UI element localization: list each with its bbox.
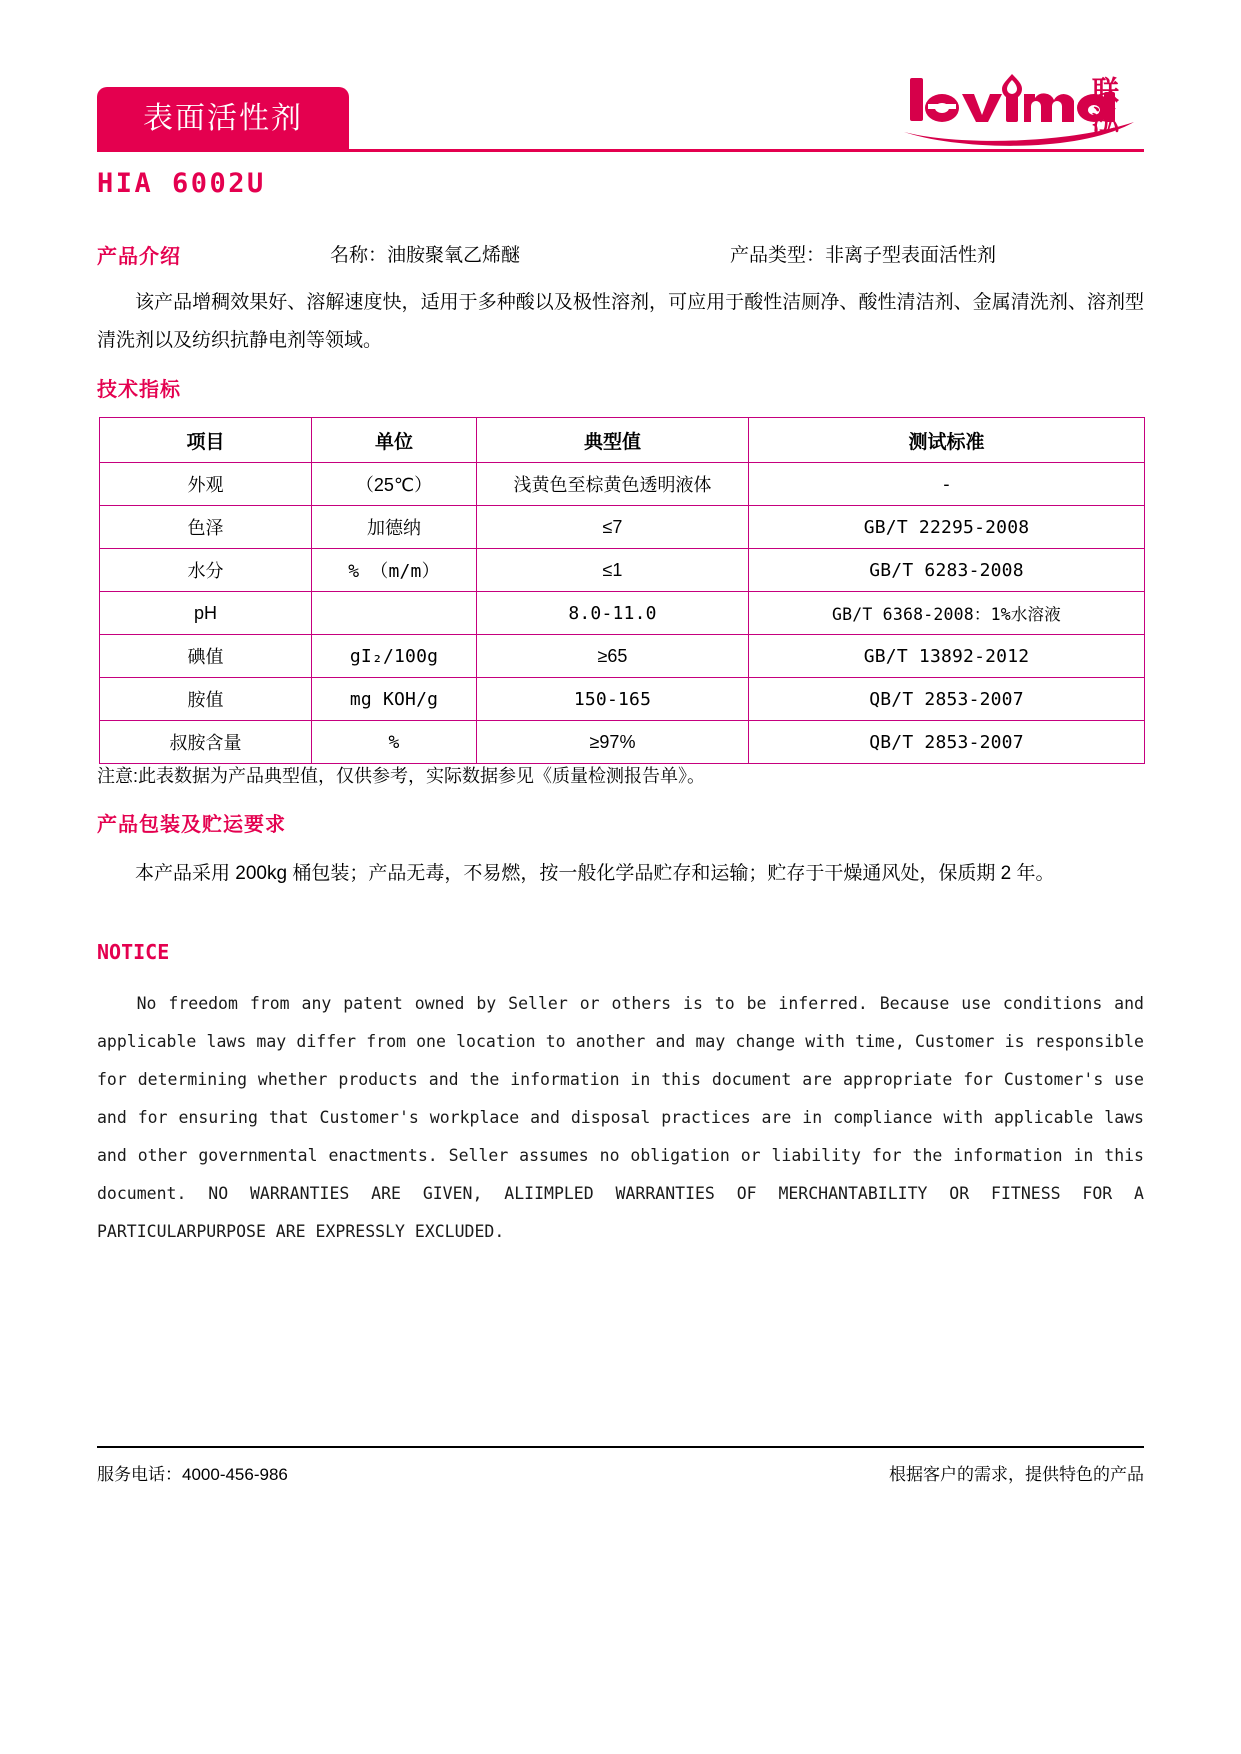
- category-tag-label: 表面活性剂: [143, 102, 303, 135]
- table-row: [100, 463, 1145, 506]
- cell-standard: -: [749, 463, 1145, 506]
- spec-table: [99, 417, 1145, 764]
- cell-standard: GB/T 22295-2008: [749, 506, 1145, 549]
- product-type-label: 产品类型：非离子型表面活性剂: [730, 245, 997, 266]
- table-header-row: [100, 418, 1145, 463]
- notice-paragraph: No freedom from any patent owned by Seller or others is to be inferred. Because use conditions and applicable laws may differ from one location to another and may change with time, Customer is responsible for determining whether products and the information in this document are appropriate for Customer's use and for ensuring that Customer's workplace and disposal practices are in compliance with applicable laws and other governmental enactments. Seller assumes no obligation or liability for the information in this document. NO WARRANTIES ARE GIVEN, ALIIMPLED WARRANTIES OF MERCHANTABILITY OR FITNESS FOR A PARTICULARPURPOSE ARE EXPRESSLY EXCLUDED.: [97, 994, 1144, 1241]
- cell-item: 色泽: [100, 506, 312, 549]
- section-heading-spec: 技术指标: [97, 379, 181, 401]
- cell-typical: ≥65: [477, 635, 749, 678]
- header-divider: [97, 149, 1144, 152]
- page-header: [0, 0, 1241, 160]
- cell-typical: 浅黄色至棕黄色透明液体: [477, 463, 749, 506]
- cell-unit: % （m/m）: [312, 549, 477, 592]
- column-header-typical: 典型值: [477, 418, 749, 463]
- table-row: [100, 549, 1145, 592]
- cell-item: 水分: [100, 549, 312, 592]
- cell-item: 碘值: [100, 635, 312, 678]
- product-name-label: 名称：油胺聚氧乙烯醚: [330, 245, 521, 266]
- cell-typical: 8.0-11.0: [477, 592, 749, 635]
- table-note: 注意:此表数据为产品典型值，仅供参考，实际数据参见《质量检测报告单》。: [97, 766, 705, 786]
- footer-service-phone: 服务电话：4000-456-986: [97, 1465, 288, 1484]
- column-header-item: 项目: [100, 418, 312, 463]
- product-code: HIA 6002U: [97, 168, 266, 199]
- category-tag: [97, 87, 349, 151]
- cell-unit: %: [312, 721, 477, 764]
- cell-unit: gI₂/100g: [312, 635, 477, 678]
- packaging-paragraph: 本产品采用 200kg 桶包装；产品无毒，不易燃，按一般化学品贮存和运输；贮存于干燥通风处，保质期 2 年。: [135, 863, 1055, 884]
- logo-cn-top: 联: [1092, 76, 1119, 106]
- cell-unit: mg KOH/g: [312, 678, 477, 721]
- logo-cn-bottom: 泓: [1092, 106, 1119, 136]
- table-row: [100, 721, 1145, 764]
- cell-standard: GB/T 6283-2008: [749, 549, 1145, 592]
- cell-typical: ≥97%: [477, 721, 749, 764]
- cell-standard: QB/T 2853-2007: [749, 678, 1145, 721]
- cell-unit: 加德纳: [312, 506, 477, 549]
- cell-typical: ≤7: [477, 506, 749, 549]
- cell-item: 胺值: [100, 678, 312, 721]
- intro-paragraph: 该产品增稠效果好、溶解速度快，适用于多种酸以及极性溶剂，可应用于酸性洁厕净、酸性清洁剂、金属清洗剂、溶剂型清洗剂以及纺织抗静电剂等领域。: [97, 292, 1144, 351]
- footer-slogan: 根据客户的需求，提供特色的产品: [889, 1465, 1144, 1484]
- cell-standard: GB/T 13892-2012: [749, 635, 1145, 678]
- table-row: [100, 506, 1145, 549]
- column-header-unit: 单位: [312, 418, 477, 463]
- cell-standard: GB/T 6368-2008：1%水溶液: [749, 592, 1145, 635]
- cell-item: 外观: [100, 463, 312, 506]
- table-row: [100, 678, 1145, 721]
- cell-typical: ≤1: [477, 549, 749, 592]
- cell-typical: 150-165: [477, 678, 749, 721]
- cell-item: pH: [100, 592, 312, 635]
- cell-standard: QB/T 2853-2007: [749, 721, 1145, 764]
- levima-logo: [898, 70, 1148, 146]
- footer-divider: [97, 1446, 1144, 1448]
- column-header-standard: 测试标准: [749, 418, 1145, 463]
- table-row: [100, 592, 1145, 635]
- cell-unit: [312, 592, 477, 635]
- section-heading-notice: NOTICE: [97, 940, 170, 964]
- section-heading-intro: 产品介绍: [97, 246, 181, 268]
- cell-unit: （25℃）: [312, 463, 477, 506]
- table-row: [100, 635, 1145, 678]
- section-heading-packaging: 产品包装及贮运要求: [97, 814, 286, 836]
- cell-item: 叔胺含量: [100, 721, 312, 764]
